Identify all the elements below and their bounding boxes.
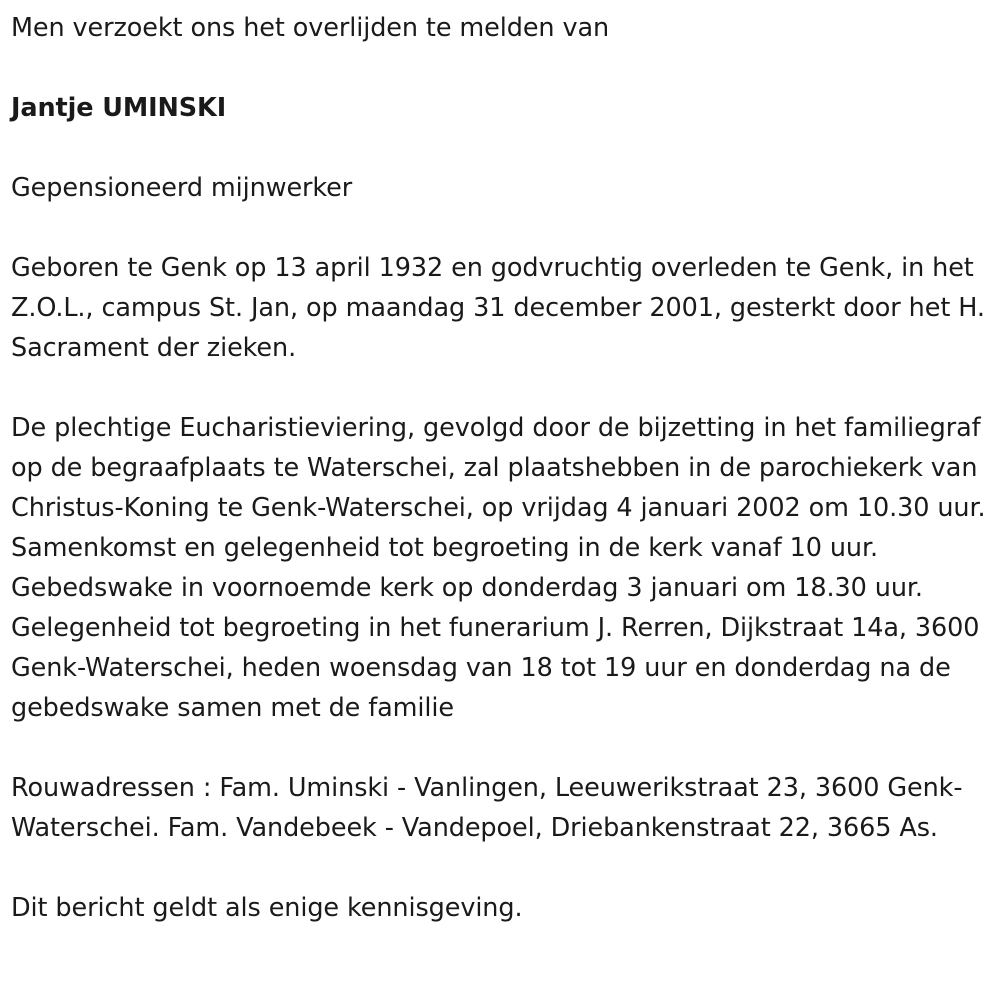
ceremony-paragraph: De plechtige Eucharistieviering, gevolgd door de bijzetting in het familiegraf op de begraafplaats te Waterschei, zal plaatshebben in de parochiekerk van Christus-Koning te Genk-Waterschei, op vrijdag 4 januari 2002 om 10.30 uur. Samenkomst en gelegenheid tot begroeting in de kerk vanaf 10 uur. Gebedswake in voornoemde kerk op donderdag 3 januari om 18.30 uur. Gelegenheid tot begroeting in het funerarium J. Rerren, Dijkstraat 14a, 3600 Genk-Waterschei, heden woensdag van 18 tot 19 uur en donderdag na de gebedswake samen met de familie [11, 413, 986, 723]
mourning-addresses: Rouwadressen : Fam. Uminski - Vanlingen, Leeuwerikstraat 23, 3600 Genk-Waterschei. Fam. Vandebeek - Vandepoel, Driebankenstraat 22, 3665 As. [11, 773, 963, 843]
closing-line: Dit bericht geldt als enige kennisgeving. [11, 893, 523, 923]
death-notice [11, 8, 995, 928]
birth-death-paragraph: Geboren te Genk op 13 april 1932 en godvruchtig overleden te Genk, in het Z.O.L., campus St. Jan, op maandag 31 december 2001, gesterkt door het H. Sacrament der zieken. [11, 253, 985, 363]
intro-line: Men verzoekt ons het overlijden te melden van [11, 13, 610, 43]
occupation: Gepensioneerd mijnwerker [11, 173, 353, 203]
deceased-name: Jantje UMINSKI [11, 93, 227, 123]
